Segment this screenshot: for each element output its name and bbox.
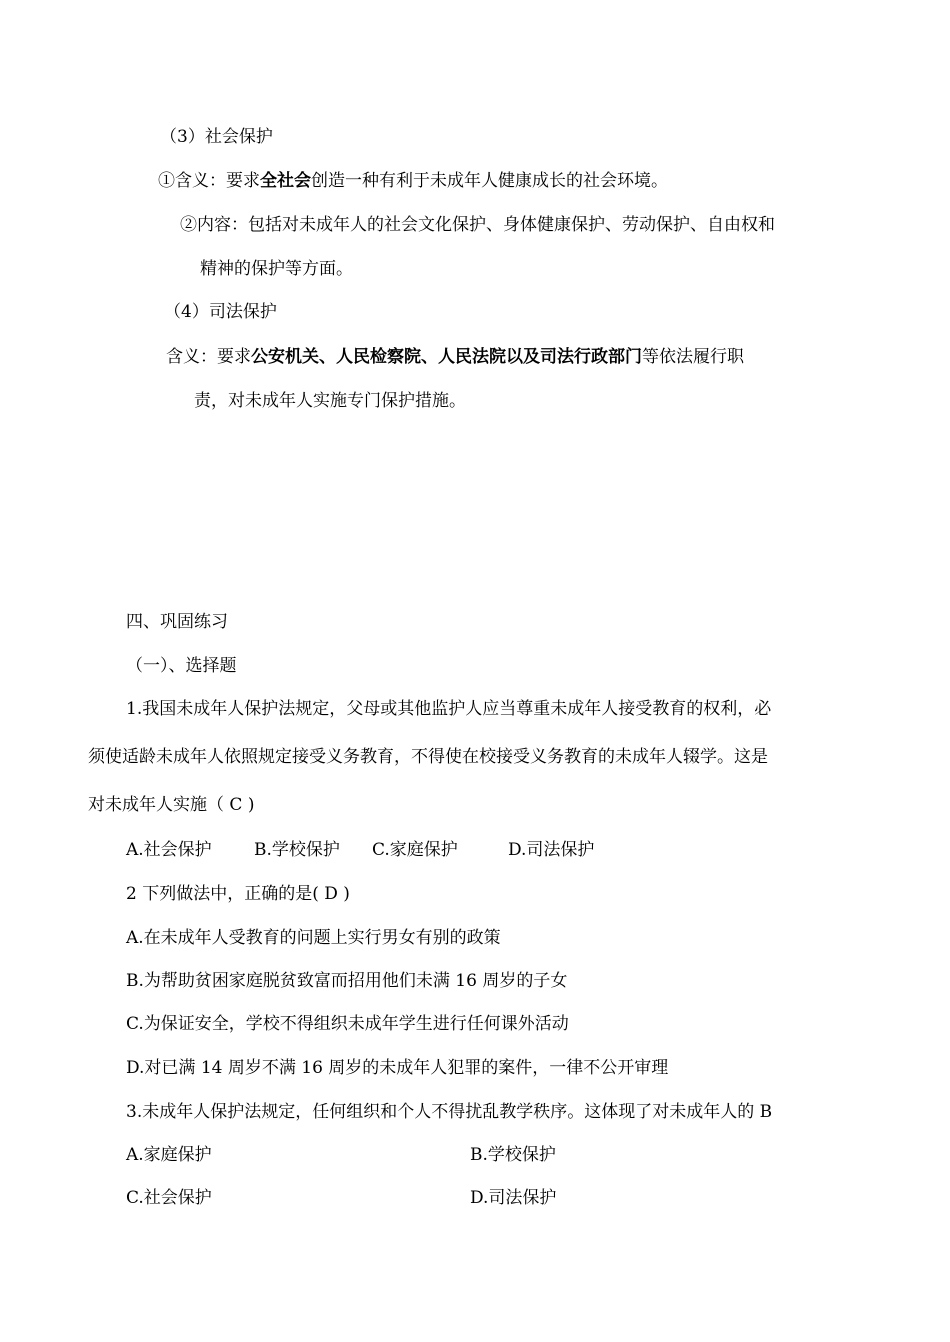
section3-content-line2: 精神的保护等方面。 [200,259,353,279]
section3-content-line1: ②内容：包括对未成年人的社会文化保护、身体健康保护、劳动保护、自由权和 [180,215,775,235]
q2-option-c: C.为保证安全，学校不得组织未成年学生进行任何课外活动 [126,1014,569,1034]
section3-heading: （3）社会保护 [160,127,273,147]
q1-line2: 须使适龄未成年人依照规定接受义务教育，不得使在校接受义务教育的未成年人辍学。这是 [88,747,768,767]
q2-option-a: A.在未成年人受教育的问题上实行男女有别的政策 [126,928,501,948]
q1-option-a: A.社会保护 [126,840,212,860]
q1-line3: 对未成年人实施（ C ) [88,795,255,815]
q3-option-d: D.司法保护 [470,1188,557,1208]
section3-meaning-suffix: 创造一种有利于未成年人健康成长的社会环境。 [311,171,668,191]
section4-meaning-suffix: 等依法履行职 [642,347,744,367]
q1-line1: 1.我国未成年人保护法规定，父母或其他监护人应当尊重未成年人接受教育的权利，必 [126,699,772,719]
practice-subheading: （一）、选择题 [126,656,237,676]
q1-option-c: C.家庭保护 [372,840,458,860]
q3-stem: 3.未成年人保护法规定，任何组织和个人不得扰乱教学秩序。这体现了对未成年人的 B [126,1102,773,1122]
section4-meaning-prefix: 含义：要求 [166,347,251,367]
q2-stem: 2 下列做法中，正确的是( D ) [126,884,350,904]
q3-option-c: C.社会保护 [126,1188,212,1208]
practice-heading: 四、巩固练习 [126,612,228,632]
q1-option-d: D.司法保护 [508,840,595,860]
section3-meaning [158,169,668,193]
section3-meaning-prefix: ①含义：要求 [158,171,260,191]
section4-meaning-bold: 公安机关、人民检察院、人民法院以及司法行政部门 [251,347,642,367]
q1-option-b: B.学校保护 [254,840,340,860]
q2-option-b: B.为帮助贫困家庭脱贫致富而招用他们未满 16 周岁的子女 [126,971,568,991]
q3-option-b: B.学校保护 [470,1145,556,1165]
section4-meaning [166,345,744,369]
q3-option-a: A.家庭保护 [126,1145,212,1165]
section3-meaning-bold: 全社会 [260,171,311,191]
q2-option-d: D.对已满 14 周岁不满 16 周岁的未成年人犯罪的案件，一律不公开审理 [126,1058,669,1078]
section4-meaning-line2: 责，对未成年人实施专门保护措施。 [194,391,466,411]
section4-heading: （4）司法保护 [164,302,277,322]
